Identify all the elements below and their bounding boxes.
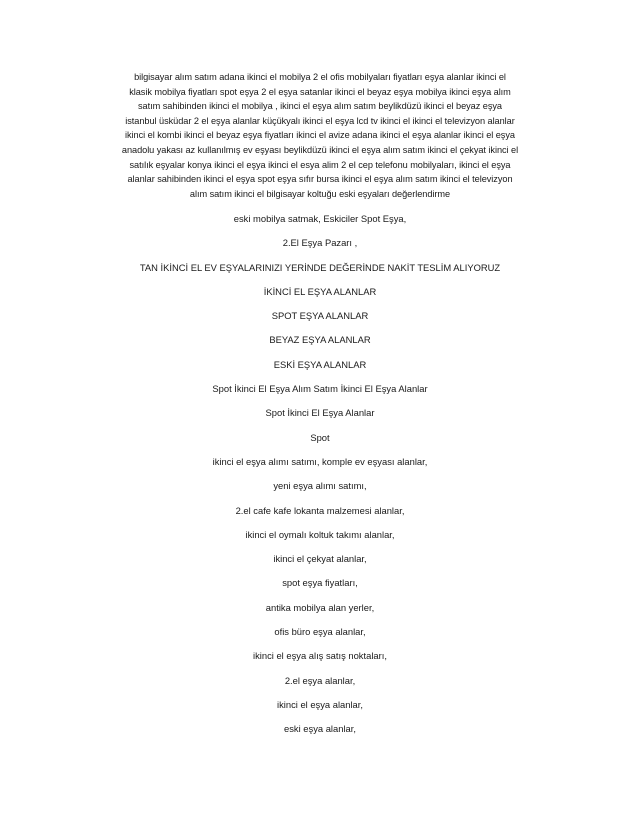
centered-line: ofis büro eşya alanlar, [274, 626, 366, 638]
intro-line: satılık eşyalar konya ikinci el eşya ikinci el esya alim 2 el cep telefonu mobilyaları, ikinci el eşya [129, 159, 511, 170]
centered-line: İKİNCİ EL EŞYA ALANLAR [263, 285, 377, 297]
intro-line: alım satım ikinci el bilgisayar koltuğu eski eşyaları değerlendirme [189, 188, 451, 199]
centered-line: ikinci el oymalı koltuk takımı alanlar, [245, 528, 395, 540]
centered-line: eski mobilya satmak, Eskiciler Spot Eşya, [233, 213, 407, 224]
centered-line: Spot İkinci El Eşya Alanlar [265, 407, 375, 419]
intro-line: anadolu yakası az kullanılmış ev eşyası beylikdüzü ikinci el eşya alım satım ikinci el çekyat ikinci el [121, 144, 519, 155]
centered-line: Spot [310, 431, 330, 443]
centered-line: antika mobilya alan yerler, [265, 601, 375, 613]
intro-line: istanbul üsküdar 2 el eşya alanlar küçükyalı ikinci el eşya lcd tv ikinci el ikinci el televizyon alanlar [125, 115, 515, 126]
intro-line: satım sahibinden ikinci el mobilya , ikinci el eşya alım satım beylikdüzü ikinci el beyaz eşya [138, 101, 502, 112]
centered-line: Spot İkinci El Eşya Alım Satım İkinci El Eşya Alanlar [212, 383, 428, 395]
centered-line: 2.el eşya alanlar, [284, 674, 356, 686]
intro-line: alanlar sahibinden ikinci el eşya spot eşya sıfır bursa ikinci el eşya alım satım ikinci el televizyon [127, 174, 513, 185]
centered-line: ikinci el çekyat alanlar, [273, 553, 367, 565]
centered-line: 2.El Eşya Pazarı , [282, 237, 358, 249]
intro-line: klasik mobilya fiyatları spot eşya 2 el eşya satanlar ikinci el beyaz eşya mobilya ikinci eşya alım [129, 86, 511, 97]
centered-line: yeni eşya alımı satımı, [273, 480, 367, 492]
centered-heading: TAN İKİNCİ EL EV EŞYALARINIZI YERİNDE DEĞERİNDE NAKİT TESLİM ALIYORUZ [139, 261, 501, 273]
centered-line: ESKİ EŞYA ALANLAR [273, 358, 367, 370]
centered-line: SPOT EŞYA ALANLAR [271, 310, 369, 322]
centered-line: ikinci el eşya alış satış noktaları, [253, 650, 387, 662]
intro-line: bilgisayar alım satım adana ikinci el mobilya 2 el ofis mobilyaları fiyatları eşya alanlar ikinci el [134, 72, 506, 82]
intro-paragraph [84, 70, 556, 201]
intro-line: ikinci el kombi ikinci el beyaz eşya fiyatları ikinci el avize adana ikinci el eşya alanlar ikinci el eşya [125, 130, 515, 141]
centered-list [84, 207, 556, 742]
centered-line: ikinci el eşya alımı satımı, komple ev eşyası alanlar, [212, 455, 428, 467]
centered-line: spot eşya fiyatları, [282, 577, 358, 589]
centered-line: eski eşya alanlar, [284, 723, 356, 735]
centered-line: BEYAZ EŞYA ALANLAR [269, 334, 371, 346]
centered-line: ikinci el eşya alanlar, [277, 698, 363, 710]
centered-line: 2.el cafe kafe lokanta malzemesi alanlar, [235, 504, 405, 516]
